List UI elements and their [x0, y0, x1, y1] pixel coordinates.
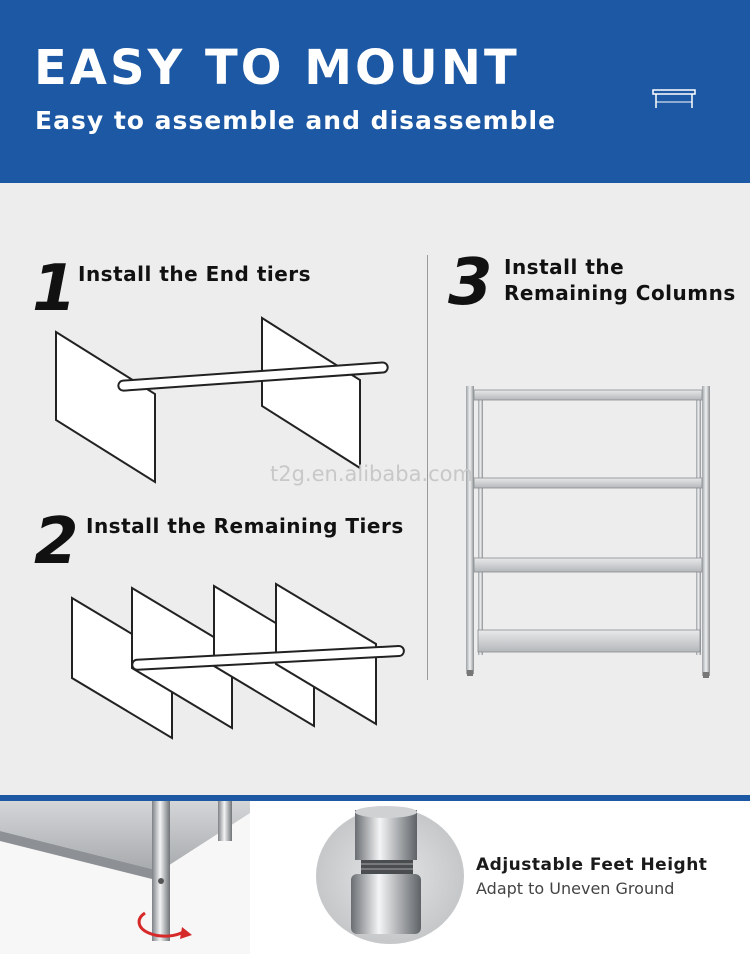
step-3-shelf-illustration: [460, 382, 715, 682]
step-2-illustration: [66, 580, 411, 745]
page-subtitle: Easy to assemble and disassemble: [35, 106, 557, 135]
watermark: t2g.en.alibaba.com: [270, 462, 473, 486]
step-3-number: 3: [448, 246, 493, 320]
step-2-label: Install the Remaining Tiers: [86, 514, 404, 538]
step-3-label-line1: Install the: [504, 255, 625, 279]
adjustable-foot-closeup: [315, 806, 465, 946]
header-banner: [0, 0, 750, 183]
step-1-label: Install the End tiers: [78, 262, 312, 286]
step-2-number: 2: [34, 505, 79, 579]
table-icon: [652, 88, 696, 110]
feature-title: Adjustable Feet Height: [476, 855, 708, 875]
step-1-number: 1: [32, 252, 77, 326]
feature-subtitle: Adapt to Uneven Ground: [476, 879, 675, 898]
step-1-illustration: [50, 312, 395, 487]
page-title: EASY TO MOUNT: [34, 40, 520, 96]
step-3-label: [504, 254, 736, 306]
step-3-label-line2: Remaining Columns: [504, 281, 736, 305]
table-leg-photo: [0, 801, 250, 954]
